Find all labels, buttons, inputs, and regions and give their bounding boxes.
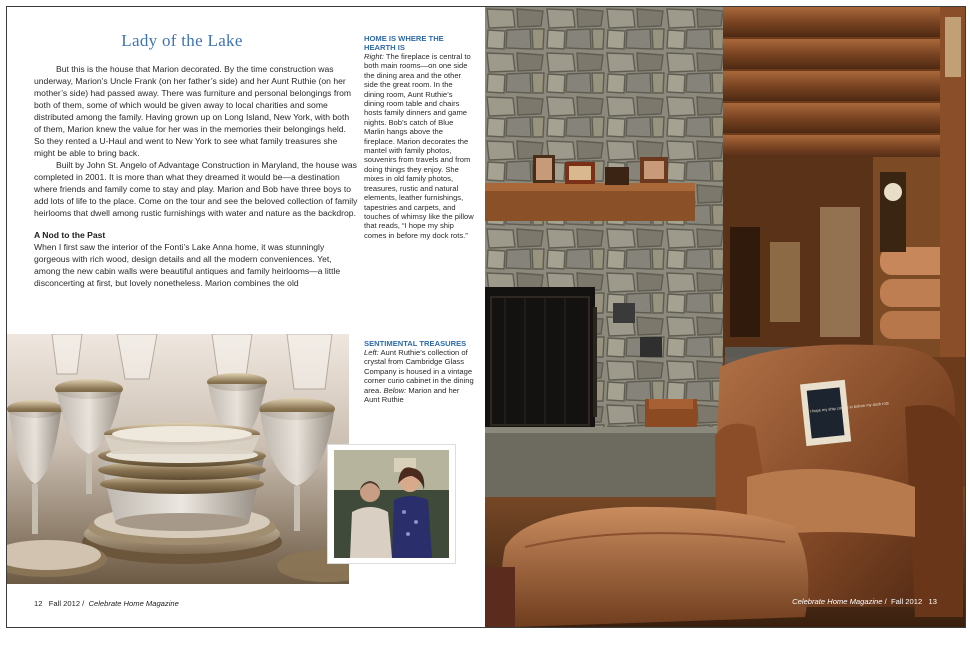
sidebar-treasures — [364, 339, 474, 404]
article-body — [34, 63, 358, 289]
issue-date: Fall 2012 — [48, 599, 81, 608]
body-paragraph-2: Built by John St. Angelo of Advantage Construction in Maryland, the house was completed in 2001. It is more than what they dreamed it would be—a destination where friends and family come to stay and play. Marion and Bob have three boys to add lots of life to the place. Come on the tour and see the beloved collection of family heirlooms that dwell among rustic furnishings with water and nature as the backdrop. — [34, 160, 358, 218]
page-number: 13 — [928, 597, 937, 606]
sidebar-text: The fireplace is central to both main rooms—on one side the dining area and the other side the great room. In the dining room, Aunt Ruthie’s dining room table and chairs hosts family dinners and game nights. Bob’s catch of Blue Marlin hangs above the fireplace. Marion decorates the mantel with family photos, souvenirs from travels and from doing things they enjoy. She mixes in old family photos, treasures, rustic and natural elements, leather furnishings, tapestries and carpets, and touches of whimsy like the pillow that reads, “I hope my ship comes in before my dock rots.” — [364, 52, 474, 240]
article-title: Lady of the Lake — [121, 31, 243, 50]
sidebar-lead: Left: — [364, 348, 379, 357]
sidebar-lead-2: Below: — [383, 385, 407, 395]
pillow-text: I hope my ship comes in before my dock rots — [809, 400, 890, 414]
sidebar-title: HOME IS WHERE THE HEARTH IS — [364, 34, 444, 52]
sidebar-text-2: Marion and her Aunt Ruthie — [364, 385, 460, 405]
page-number: 12 — [34, 599, 43, 608]
sidebar-body — [364, 52, 474, 240]
magazine-name: Celebrate Home Magazine — [792, 597, 883, 606]
left-page — [7, 7, 484, 627]
family-photo-image — [334, 450, 449, 558]
folio-right: Celebrate Home Magazine / Fall 2012 13 — [792, 597, 937, 606]
magazine-name: Celebrate Home Magazine — [88, 599, 179, 608]
sidebar-text: Aunt Ruthie’s collection of crystal from Cambridge Glass Company is housed in a vintage corner curio cabinet in the dining area. — [364, 348, 474, 395]
body-paragraph-1: But this is the house that Marion decorated. By the time construction was underway, Marion’s Uncle Frank (on her father’s side) and her Aunt Ruthie (on her mother’s side) had passed away. There was furniture and personal belongings from both of them, some of which would be given away to local charities and some distributed among the family. Having grown up on Long Island, New York, with both of them, Marion knew the value for her was in the memories their belongings held. So they rented a U-Haul and went to New York to see what family treasures she might be able to bring back. — [34, 64, 352, 158]
sidebar-title: SENTIMENTAL TREASURES — [364, 339, 467, 348]
folio-left: 12 Fall 2012 / Celebrate Home Magazine — [34, 599, 179, 608]
subhead: A Nod to the Past — [34, 230, 106, 240]
body-paragraph-3: When I first saw the interior of the Fonti’s Lake Anna home, it was stunningly gorgeous with rich wood, design details and all the modern conveniences. Yet, among the new cabin walls were beautiful antiques and family heirlooms—a little disconcerting at first, but lovely nonetheless. Marion combines the old — [34, 242, 341, 288]
sidebar-body — [364, 348, 474, 404]
right-page-photo — [485, 7, 965, 627]
sidebar-lead: Right: — [364, 52, 384, 61]
log-wall — [717, 7, 965, 159]
issue-date: Fall 2012 — [890, 597, 923, 606]
living-room-illustration — [485, 7, 965, 627]
magazine-spread — [6, 6, 966, 628]
sidebar-hearth — [364, 34, 474, 240]
leather-ottoman — [502, 507, 809, 627]
family-photo — [328, 445, 455, 563]
crystal-photo — [7, 334, 349, 584]
crystal-illustration — [7, 334, 349, 584]
